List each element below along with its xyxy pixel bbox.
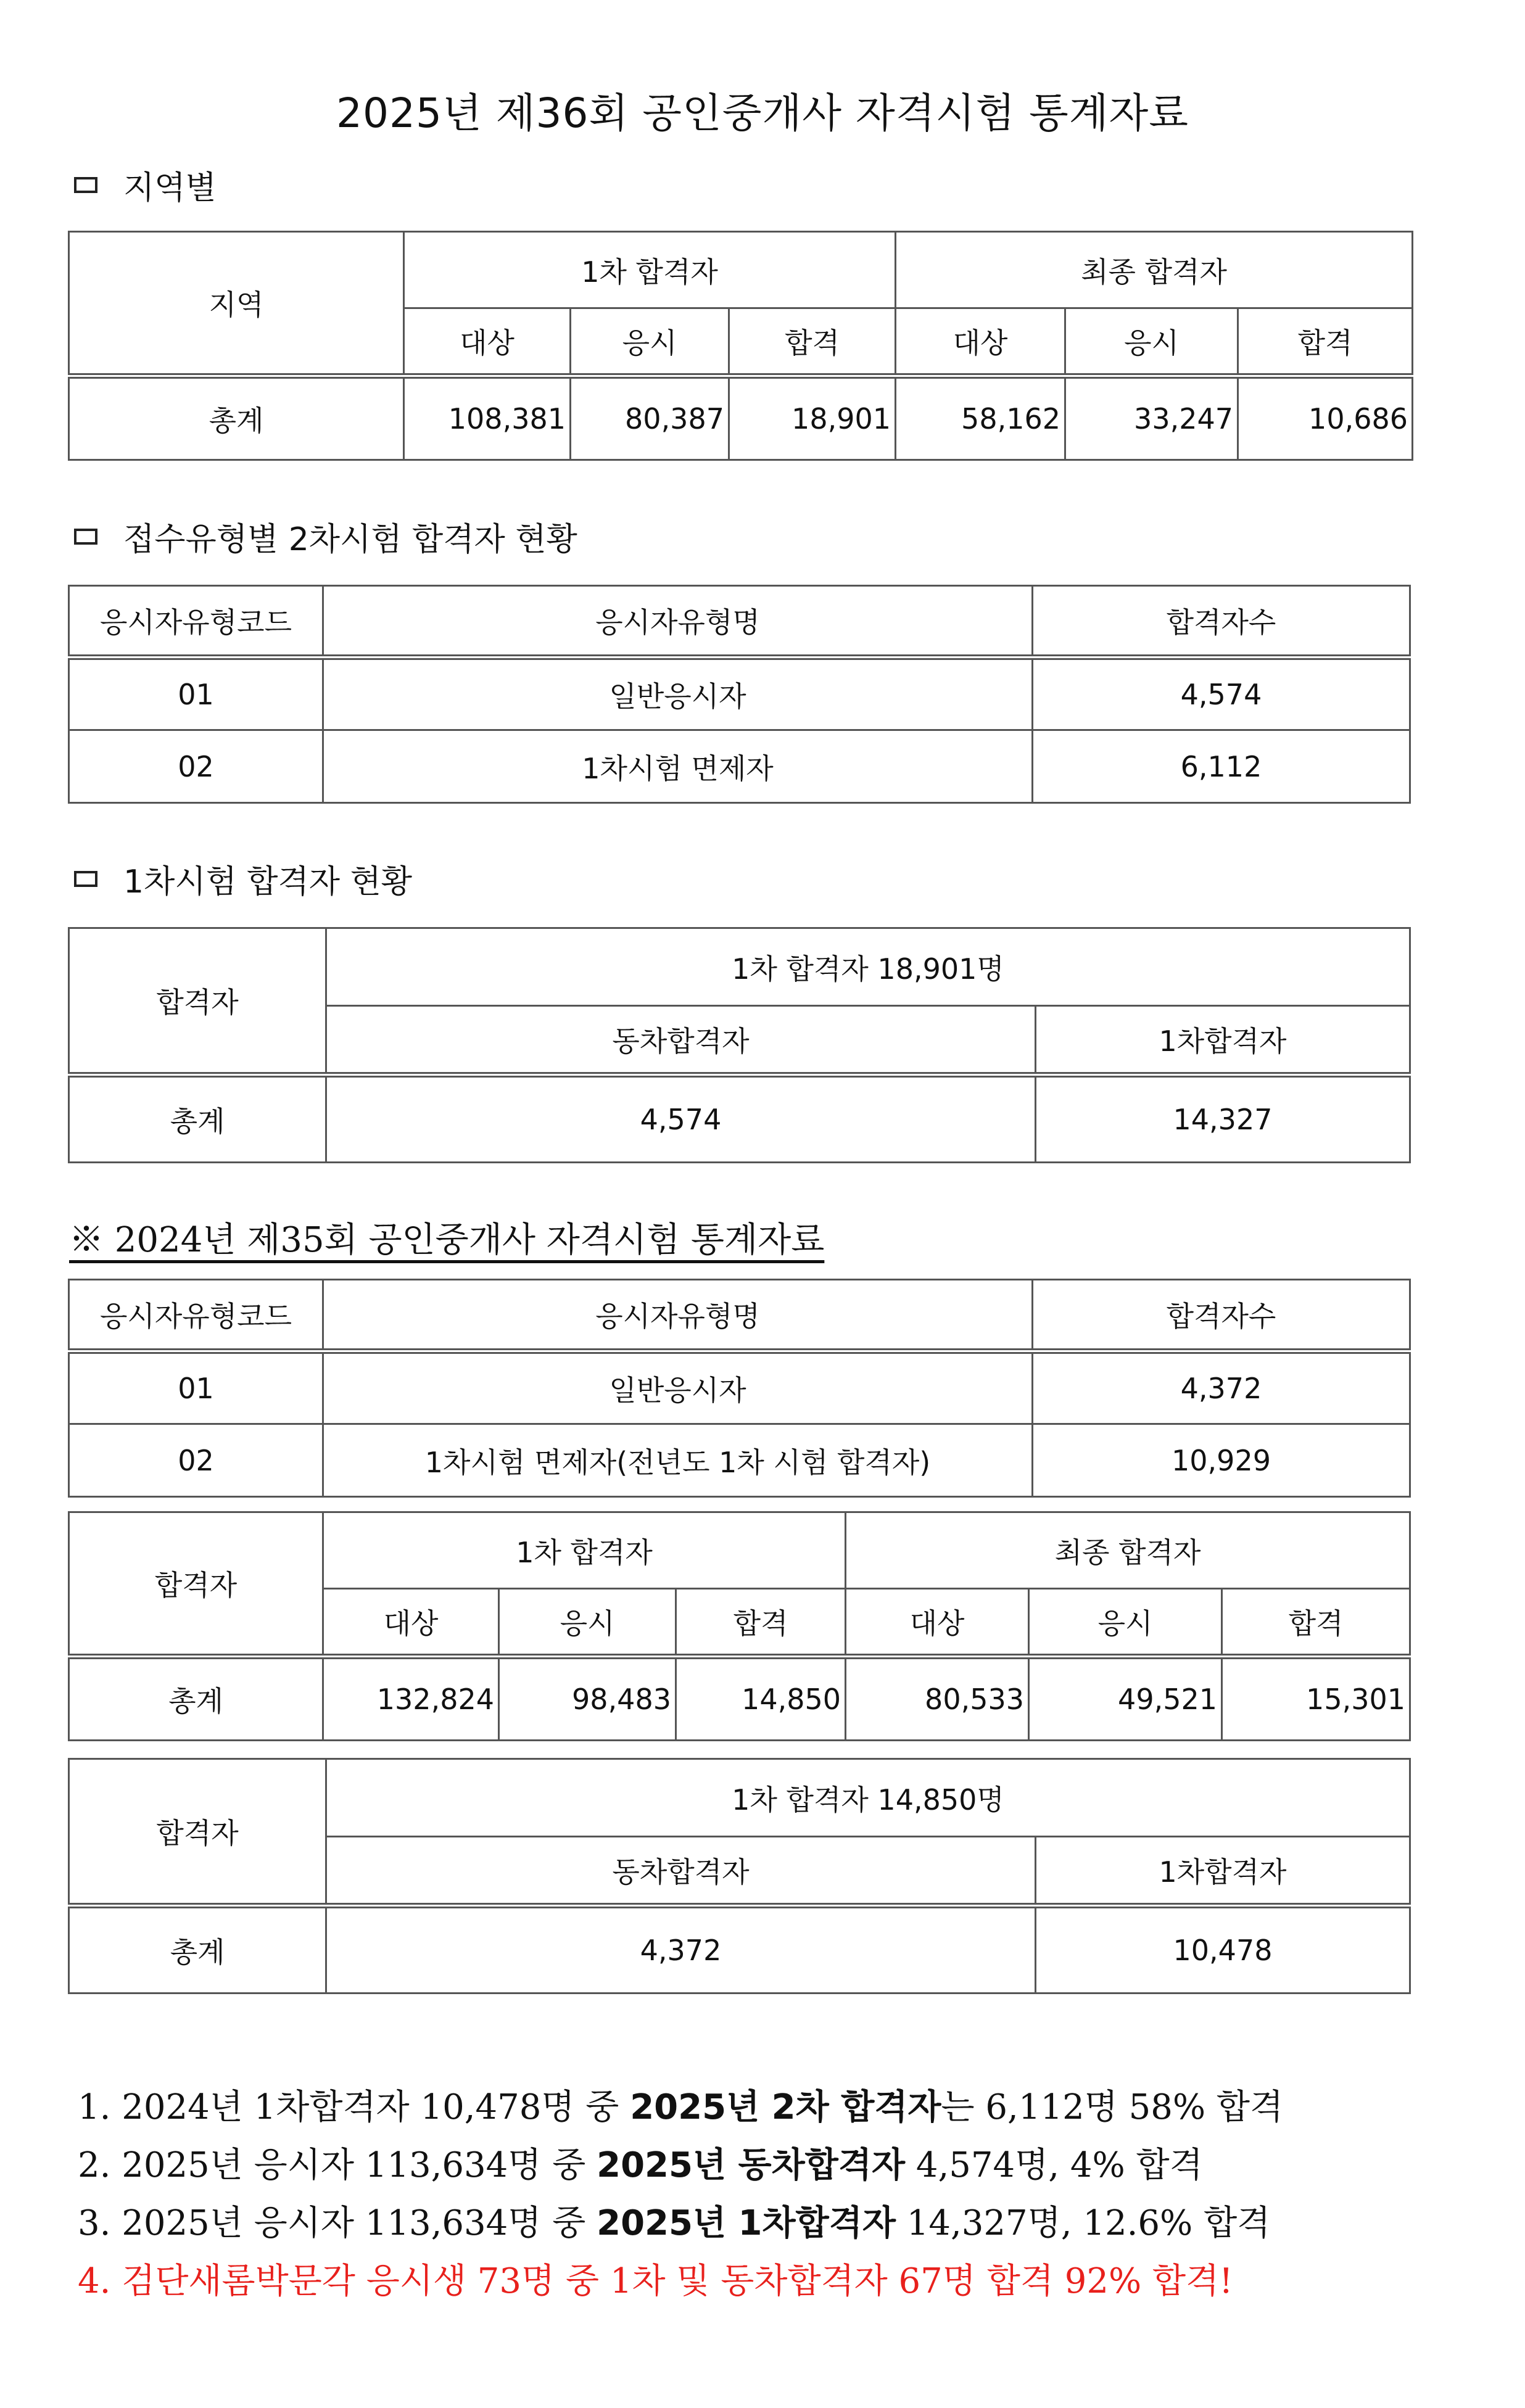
summary-text: 4,574명, 4% 합격 [905,2145,1203,2185]
code-cell: 02 [69,1424,323,1497]
value-cell: 10,478 [1036,1906,1410,1994]
subheader-cell: 대상 [323,1589,499,1657]
summary-text: 3. 2025년 응시자 113,634명 중 [78,2203,597,2243]
page-title: 2025년 제36회 공인중개사 자격시험 통계자료 [336,89,1189,137]
value-cell: 80,533 [846,1657,1029,1741]
subheader-cell: 합격 [676,1589,846,1657]
square-bullet-icon [74,529,97,545]
summary-bold-text: 2025년 2차 합격자 [630,2087,941,2127]
summary-line-2 [78,2138,1203,2187]
value-cell: 14,850 [676,1657,846,1741]
header-cell: 합격자수 [1033,1280,1410,1351]
header-cell: 1차합격자 [1036,1006,1410,1075]
table-row [69,376,1413,460]
value-cell: 132,824 [323,1657,499,1741]
header-cell: 동차합격자 [326,1006,1036,1075]
summary-text: 1. 2024년 1차합격자 10,478명 중 [78,2087,630,2127]
header-cell: 응시자유형명 [323,1280,1033,1351]
summary-text: 2. 2025년 응시자 113,634명 중 [78,2145,597,2185]
count-cell: 4,574 [1033,658,1410,730]
header-first-pass-total: 1차 합격자 14,850명 [326,1759,1410,1837]
header-region: 지역 [69,232,404,376]
value-cell: 33,247 [1065,376,1238,460]
header-passers: 합격자 [69,1759,326,1906]
code-cell: 01 [69,658,323,730]
total-label: 총계 [69,1657,323,1741]
value-cell: 4,372 [326,1906,1036,1994]
table-row [69,730,1410,803]
table-row [69,1424,1410,1497]
code-cell: 02 [69,730,323,803]
header-cell: 합격자수 [1033,586,1410,658]
code-cell: 01 [69,1351,323,1424]
table-row [69,1351,1410,1424]
total-label: 총계 [69,1075,326,1163]
header-cell: 동차합격자 [326,1837,1036,1906]
section-heading-region [74,162,217,208]
value-cell: 14,327 [1036,1075,1410,1163]
header-final-pass: 최종 합격자 [896,232,1413,308]
value-cell: 108,381 [404,376,571,460]
value-cell: 15,301 [1222,1657,1410,1741]
subheader-cell: 응시 [1029,1589,1222,1657]
subheader-cell: 대상 [404,308,571,376]
summary-line-1 [78,2080,1283,2129]
count-cell: 10,929 [1033,1424,1410,1497]
type-name-cell: 일반응시자 [323,1351,1033,1424]
first-pass-table-2024 [68,1758,1411,1994]
header-first-pass: 1차 합격자 [404,232,896,308]
count-cell: 4,372 [1033,1351,1410,1424]
subheader-cell: 합격 [729,308,896,376]
total-label: 총계 [69,1906,326,1994]
header-first-pass-total: 1차 합격자 18,901명 [326,928,1410,1006]
header-cell: 1차합격자 [1036,1837,1410,1906]
table-row [69,1657,1410,1741]
region-table-2024 [68,1511,1411,1741]
value-cell: 49,521 [1029,1657,1222,1741]
header-passers: 합격자 [69,928,326,1075]
table-row [69,1075,1410,1163]
subheader-cell: 응시 [571,308,729,376]
section-heading-first-pass [74,856,412,902]
header-cell: 응시자유형코드 [69,586,323,658]
type-name-cell: 1차시험 면제자 [323,730,1033,803]
square-bullet-icon [74,871,97,887]
total-label: 총계 [69,376,404,460]
section-heading-text: 1차시험 합격자 현황 [123,864,412,901]
summary-line-4-highlight: 4. 검단새롬박문각 응시생 73명 중 1차 및 동차합격자 67명 합격 92% 합격! [78,2261,1233,2301]
summary-text: 14,327명, 12.6% 합격 [895,2203,1271,2243]
subheader-cell: 대상 [896,308,1065,376]
count-cell: 6,112 [1033,730,1410,803]
header-first-pass: 1차 합격자 [323,1512,846,1589]
value-cell: 18,901 [729,376,896,460]
summary-line-3 [78,2196,1270,2245]
type-table-2025 [68,585,1411,804]
value-cell: 80,387 [571,376,729,460]
summary-bold-text: 2025년 1차합격자 [597,2203,896,2243]
section-heading-text: 지역별 [123,170,217,207]
type-name-cell: 1차시험 면제자(전년도 1차 시험 합격자) [323,1424,1033,1497]
header-final-pass: 최종 합격자 [846,1512,1410,1589]
square-bullet-icon [74,177,97,193]
section-heading-text: 접수유형별 2차시험 합격자 현황 [123,521,577,558]
subheader-cell: 합격 [1238,308,1413,376]
value-cell: 10,686 [1238,376,1413,460]
summary-bold-text: 2025년 동차합격자 [597,2145,906,2185]
value-cell: 4,574 [326,1075,1036,1163]
header-cell: 응시자유형코드 [69,1280,323,1351]
region-table [68,231,1413,461]
type-name-cell: 일반응시자 [323,658,1033,730]
table-row [69,658,1410,730]
subheader-cell: 합격 [1222,1589,1410,1657]
value-cell: 98,483 [499,1657,676,1741]
section-heading-2024: ※ 2024년 제35회 공인중개사 자격시험 통계자료 [69,1220,825,1260]
header-cell: 응시자유형명 [323,586,1033,658]
table-row [69,1906,1410,1994]
subheader-cell: 응시 [499,1589,676,1657]
first-pass-table-2025 [68,927,1411,1163]
subheader-cell: 대상 [846,1589,1029,1657]
summary-text: 는 6,112명 58% 합격 [941,2087,1284,2127]
section-heading-type [74,513,577,559]
subheader-cell: 응시 [1065,308,1238,376]
type-table-2024 [68,1279,1411,1498]
header-passers: 합격자 [69,1512,323,1657]
value-cell: 58,162 [896,376,1065,460]
